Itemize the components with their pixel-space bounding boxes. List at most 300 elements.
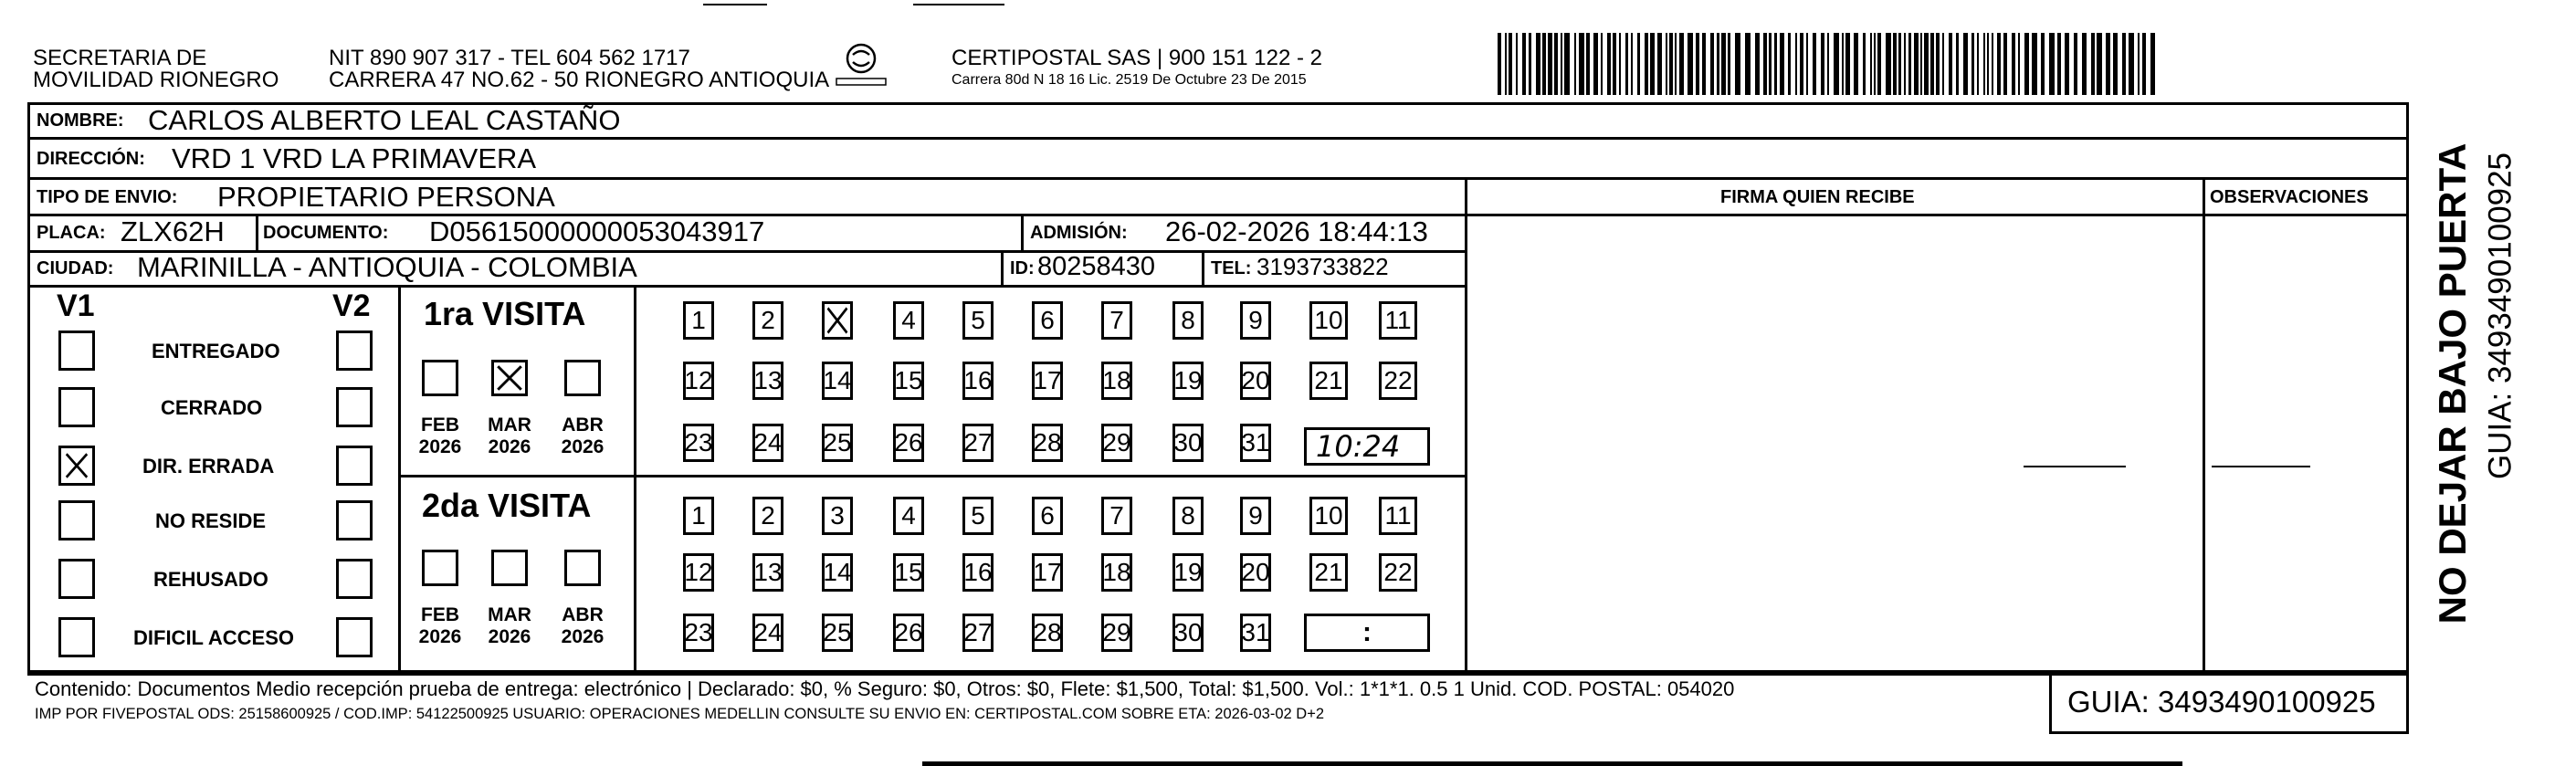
barcode-bar	[2082, 33, 2087, 95]
day-number: 19	[1173, 366, 1203, 394]
day-number: 4	[901, 501, 916, 530]
first-visit-day-29[interactable]	[1101, 424, 1132, 462]
day-number: 30	[1173, 428, 1203, 456]
barcode-bar	[1516, 33, 1518, 95]
day-number: 21	[1314, 558, 1343, 586]
barcode-bar	[1863, 33, 1866, 95]
day-number: 29	[1102, 428, 1131, 456]
barcode-bar	[1721, 33, 1726, 95]
barcode-bar	[1542, 33, 1546, 95]
month-year: 2026	[418, 436, 462, 458]
barcode-bar	[1914, 33, 1919, 95]
barcode-bar	[1554, 33, 1558, 95]
day-number: 7	[1109, 306, 1124, 334]
month-label	[555, 604, 610, 648]
nit-line: NIT 890 907 317 - TEL 604 562 1717	[329, 46, 690, 70]
month-label	[482, 414, 537, 458]
first-visit-day-9[interactable]	[1240, 301, 1271, 340]
day-number: 30	[1173, 618, 1203, 646]
v2-checkbox[interactable]	[336, 500, 373, 540]
x-mark-icon	[825, 304, 850, 337]
second-visit-day-17[interactable]	[1032, 553, 1063, 592]
barcode-bar	[1735, 33, 1740, 95]
barcode-bar	[1992, 33, 1993, 95]
first-visit-day-23[interactable]	[683, 424, 714, 462]
barcode-bar	[1505, 33, 1507, 95]
day-number: 9	[1248, 306, 1263, 334]
day-number: 25	[823, 428, 852, 456]
month-year: 2026	[488, 436, 531, 458]
barcode-bar	[1821, 33, 1824, 95]
barcode-bar	[2049, 33, 2055, 95]
first-visit-day-12[interactable]	[683, 362, 714, 400]
second-visit-day-13[interactable]	[752, 553, 783, 592]
day-number: 23	[684, 618, 713, 646]
month-label	[482, 604, 537, 648]
day-number: 26	[894, 428, 923, 456]
day-number: 24	[753, 618, 783, 646]
barcode-bar	[1788, 33, 1791, 95]
day-number: 6	[1040, 306, 1055, 334]
day-number: 20	[1241, 366, 1270, 394]
barcode-bar	[1769, 33, 1772, 95]
second-visit-day-4[interactable]	[893, 497, 924, 535]
second-visit-day-15[interactable]	[893, 553, 924, 592]
barcode-bar	[1593, 33, 1598, 95]
delivery-state-label: ENTREGADO	[152, 340, 280, 362]
second-visit-day-16[interactable]	[962, 553, 994, 592]
barcode-bar	[2003, 33, 2007, 95]
barcode-bar	[1688, 33, 1693, 95]
barcode-bar	[1963, 33, 1968, 95]
first-visit-time-box[interactable]	[1304, 427, 1430, 466]
row-divider	[27, 137, 2409, 140]
month-label	[413, 414, 468, 458]
observations-column-border	[2203, 177, 2205, 670]
barcode-bar	[2142, 33, 2146, 95]
barcode-bar	[1774, 33, 1777, 95]
second-visit-day-10[interactable]	[1309, 497, 1348, 535]
barcode-bar	[1529, 33, 1531, 95]
x-mark-icon	[494, 362, 525, 393]
month-name: ABR	[562, 414, 604, 435]
day-number: 16	[963, 366, 993, 394]
second-visit-day-31[interactable]	[1240, 614, 1271, 652]
barcode-bar	[1586, 33, 1590, 95]
second-visit-day-6[interactable]	[1032, 497, 1063, 535]
cell-divider	[1001, 250, 1004, 285]
barcode-bar	[1536, 33, 1540, 95]
x-mark-icon	[63, 450, 90, 481]
document-value: D05615000000053043917	[429, 215, 765, 247]
v1-checkbox[interactable]	[58, 331, 95, 371]
first-visit-day-13[interactable]	[752, 362, 783, 400]
month-checkbox-mar[interactable]	[491, 550, 528, 586]
barcode-bar	[1657, 33, 1662, 95]
barcode-bar	[1728, 33, 1730, 95]
delivery-state-label: REHUSADO	[153, 568, 268, 591]
month-checkbox-abr[interactable]	[564, 360, 601, 396]
second-visit-day-19[interactable]	[1172, 553, 1204, 592]
delivery-state-label: DIR. ERRADA	[142, 455, 275, 477]
month-year: 2026	[561, 436, 605, 458]
v1-header: V1	[57, 289, 95, 323]
second-visit-day-29[interactable]	[1101, 614, 1132, 652]
name-value: CARLOS ALBERTO LEAL CASTAÑO	[148, 104, 621, 136]
day-number: 5	[971, 501, 985, 530]
month-name: ABR	[562, 604, 604, 625]
name-label: NOMBRE:	[37, 110, 124, 131]
barcode-bar	[2032, 33, 2037, 95]
first-visit-day-28[interactable]	[1032, 424, 1063, 462]
second-visit-day-20[interactable]	[1240, 553, 1271, 592]
barcode-bar	[1930, 33, 1934, 95]
v1-checkbox[interactable]	[58, 500, 95, 540]
row-divider	[1465, 214, 2409, 216]
barcode-bar	[2041, 33, 2045, 95]
day-number: 10	[1314, 306, 1343, 334]
barcode-bar	[1645, 33, 1648, 95]
cell-divider	[1021, 214, 1024, 250]
first-visit-day-11[interactable]	[1379, 301, 1417, 340]
scan-mark	[703, 4, 767, 5]
barcode-bar	[1942, 33, 1944, 95]
barcode-bar	[1637, 33, 1640, 95]
day-number: 8	[1181, 306, 1195, 334]
barcode-bar	[1498, 33, 1501, 95]
barcode-bar	[1904, 33, 1906, 95]
day-number: 22	[1383, 366, 1413, 394]
first-visit-day-30[interactable]	[1172, 424, 1204, 462]
barcode-bar	[1574, 33, 1576, 95]
first-visit-day-5[interactable]	[962, 301, 994, 340]
v2-checkbox[interactable]	[336, 387, 373, 427]
second-visit-day-3[interactable]	[822, 497, 853, 535]
barcode-bar	[1579, 33, 1584, 95]
barcode-bar	[1956, 33, 1959, 95]
barcode-bar	[1854, 33, 1858, 95]
month-checkbox-feb[interactable]	[422, 550, 458, 586]
day-number: 4	[901, 306, 916, 334]
day-number: 13	[753, 558, 783, 586]
first-visit-day-10[interactable]	[1309, 301, 1348, 340]
first-visit-day-2[interactable]	[752, 301, 783, 340]
barcode-bar	[2150, 33, 2155, 95]
day-number: 29	[1102, 618, 1131, 646]
tel-label: TEL:	[1211, 258, 1252, 278]
day-number: 28	[1033, 428, 1062, 456]
first-visit-day-16[interactable]	[962, 362, 994, 400]
signature-header: FIRMA QUIEN RECIBE	[1720, 187, 1915, 207]
day-number: 18	[1102, 366, 1131, 394]
observations-header: OBSERVACIONES	[2210, 187, 2369, 207]
barcode-bar	[1920, 33, 1922, 95]
signature-column-border	[1465, 177, 1467, 670]
carrier-line1: CERTIPOSTAL SAS | 900 151 122 - 2	[952, 46, 1322, 70]
v1-checkbox[interactable]	[58, 446, 95, 486]
day-number: 5	[971, 306, 985, 334]
barcode-bar	[1710, 33, 1714, 95]
barcode-bar	[1842, 33, 1844, 95]
day-number: 16	[963, 558, 993, 586]
second-visit-day-12[interactable]	[683, 553, 714, 592]
first-visit-day-24[interactable]	[752, 424, 783, 462]
barcode-bar	[1717, 33, 1719, 95]
second-visit-day-2[interactable]	[752, 497, 783, 535]
day-number: 22	[1383, 558, 1413, 586]
delivery-state-label: DIFICIL ACCESO	[133, 626, 295, 649]
first-visit-day-27[interactable]	[962, 424, 994, 462]
barcode-bar	[2113, 33, 2118, 95]
barcode-bar	[2138, 33, 2140, 95]
barcode-bar	[1877, 33, 1881, 95]
day-number: 23	[684, 428, 713, 456]
first-visit-day-31[interactable]	[1240, 424, 1271, 462]
certipostal-logo-icon	[835, 38, 888, 91]
second-visit-day-27[interactable]	[962, 614, 994, 652]
first-visit-day-6[interactable]	[1032, 301, 1063, 340]
address-label: DIRECCIÓN:	[37, 149, 145, 169]
second-visit-day-1[interactable]	[683, 497, 714, 535]
second-visit-day-11[interactable]	[1379, 497, 1417, 535]
carrier-line2: Carrera 80d N 18 16 Lic. 2519 De Octubre 23 De 2015	[952, 72, 1307, 88]
barcode-bar	[1886, 33, 1891, 95]
barcode-bar	[1619, 33, 1621, 95]
visits-divider	[398, 475, 1465, 477]
barcode-bar	[2122, 33, 2126, 95]
first-visit-day-21[interactable]	[1309, 362, 1348, 400]
barcode-bar	[1971, 33, 1974, 95]
day-number: 20	[1241, 558, 1270, 586]
first-visit-day-18[interactable]	[1101, 362, 1132, 400]
second-visit-title: 2da VISITA	[422, 487, 592, 524]
barcode-bar	[1607, 33, 1611, 95]
second-visit-day-9[interactable]	[1240, 497, 1271, 535]
second-visit-day-14[interactable]	[822, 553, 853, 592]
scan-mark	[922, 761, 2182, 766]
first-visit-day-22[interactable]	[1379, 362, 1417, 400]
day-number: 27	[963, 428, 993, 456]
month-year: 2026	[418, 626, 462, 648]
cell-divider	[256, 214, 258, 250]
second-visit-time-box[interactable]	[1304, 614, 1430, 652]
day-number: 7	[1109, 501, 1124, 530]
second-visit-day-5[interactable]	[962, 497, 994, 535]
barcode-bar	[1977, 33, 1979, 95]
barcode-bar	[1795, 33, 1797, 95]
month-name: MAR	[488, 604, 531, 625]
first-visit-day-20[interactable]	[1240, 362, 1271, 400]
second-visit-day-25[interactable]	[822, 614, 853, 652]
day-number: 28	[1033, 618, 1062, 646]
first-visit-day-4[interactable]	[893, 301, 924, 340]
barcode-bar	[1874, 33, 1876, 95]
first-visit-day-17[interactable]	[1032, 362, 1063, 400]
barcode-bar	[1745, 33, 1751, 95]
first-visit-title: 1ra VISITA	[424, 295, 586, 332]
barcode-bar	[1564, 33, 1570, 95]
plate-label: PLACA:	[37, 223, 106, 243]
first-visit-day-14[interactable]	[822, 362, 853, 400]
signature-line	[2024, 466, 2126, 467]
barcode-bar	[1601, 33, 1603, 95]
barcode-bar	[2106, 33, 2110, 95]
day-number: 3	[830, 501, 845, 530]
day-number: 10	[1314, 501, 1343, 530]
second-visit-day-18[interactable]	[1101, 553, 1132, 592]
barcode-bar	[1780, 33, 1784, 95]
month-year: 2026	[488, 626, 531, 648]
day-number: 15	[894, 366, 923, 394]
barcode-bar	[2129, 33, 2134, 95]
first-visit-day-3[interactable]	[822, 301, 853, 340]
visits-divider	[398, 285, 401, 670]
barcode-bar	[1702, 33, 1706, 95]
month-checkbox-abr[interactable]	[564, 550, 601, 586]
day-number: 27	[963, 618, 993, 646]
barcode-bar	[1650, 33, 1655, 95]
visits-divider	[634, 285, 636, 670]
day-number: 15	[894, 558, 923, 586]
barcode-bar	[1613, 33, 1616, 95]
barcode-bar	[1631, 33, 1633, 95]
day-number: 31	[1241, 618, 1270, 646]
barcode-bar	[1509, 33, 1512, 95]
barcode-bar	[2012, 33, 2015, 95]
second-visit-day-22[interactable]	[1379, 553, 1417, 592]
first-visit-day-1[interactable]	[683, 301, 714, 340]
address-line: CARRERA 47 NO.62 - 50 RIONEGRO ANTIOQUIA	[329, 68, 830, 92]
type-value: PROPIETARIO PERSONA	[217, 181, 555, 213]
day-number: 17	[1033, 558, 1062, 586]
month-name: FEB	[421, 414, 459, 435]
first-visit-day-8[interactable]	[1172, 301, 1204, 340]
v2-checkbox[interactable]	[336, 446, 373, 486]
first-visit-day-26[interactable]	[893, 424, 924, 462]
barcode-bar	[2057, 33, 2061, 95]
side-warning: NO DEJAR BAJO PUERTA	[2431, 142, 2474, 624]
v1-checkbox[interactable]	[58, 559, 95, 599]
barcode-bar	[1696, 33, 1699, 95]
second-visit-day-30[interactable]	[1172, 614, 1204, 652]
barcode-bar	[1908, 33, 1911, 95]
barcode-bar	[1625, 33, 1628, 95]
day-number: 31	[1241, 428, 1270, 456]
barcode-bar	[2024, 33, 2029, 95]
barcode-bar	[1561, 33, 1562, 95]
sender-line1: SECRETARIA DE	[33, 46, 207, 70]
barcode-bar	[1806, 33, 1808, 95]
second-visit-time: :	[1362, 617, 1372, 647]
delivery-state-label: CERRADO	[161, 396, 263, 419]
v2-checkbox[interactable]	[336, 331, 373, 371]
delivery-state-label: NO RESIDE	[155, 509, 267, 532]
plate-value: ZLX62H	[121, 215, 225, 247]
day-number: 19	[1173, 558, 1203, 586]
v1-checkbox[interactable]	[58, 387, 95, 427]
type-label: TIPO DE ENVIO:	[37, 187, 178, 207]
barcode-bar	[2097, 33, 2102, 95]
barcode-bar	[2074, 33, 2077, 95]
first-visit-day-15[interactable]	[893, 362, 924, 400]
barcode-bar	[1669, 33, 1673, 95]
barcode-bar	[1755, 33, 1760, 95]
second-visit-day-8[interactable]	[1172, 497, 1204, 535]
tel-value: 3193733822	[1256, 253, 1389, 280]
barcode-bar	[1834, 33, 1839, 95]
v1-checkbox[interactable]	[58, 617, 95, 657]
day-number: 1	[691, 306, 706, 334]
barcode-bar	[2065, 33, 2069, 95]
day-number: 12	[684, 558, 713, 586]
v2-header: V2	[332, 289, 371, 323]
side-guia: GUIA: 3493490100925	[2482, 152, 2518, 480]
v2-checkbox[interactable]	[336, 617, 373, 657]
second-visit-day-21[interactable]	[1309, 553, 1348, 592]
first-visit-day-25[interactable]	[822, 424, 853, 462]
address-value: VRD 1 VRD LA PRIMAVERA	[172, 142, 537, 174]
scan-mark	[913, 4, 1004, 5]
day-number: 25	[823, 618, 852, 646]
day-number: 6	[1040, 501, 1055, 530]
month-name: FEB	[421, 604, 459, 625]
second-visit-day-23[interactable]	[683, 614, 714, 652]
barcode-bar	[1666, 33, 1667, 95]
barcode-bar	[1679, 33, 1684, 95]
second-visit-day-26[interactable]	[893, 614, 924, 652]
first-visit-time: 10:24	[1316, 429, 1401, 464]
barcode-bar	[1924, 33, 1929, 95]
barcode-bar	[1987, 33, 1989, 95]
first-visit-day-7[interactable]	[1101, 301, 1132, 340]
day-number: 12	[684, 366, 713, 394]
day-number: 14	[823, 558, 852, 586]
footer-guia: GUIA: 3493490100925	[2067, 685, 2376, 719]
day-number: 9	[1248, 501, 1263, 530]
month-label	[555, 414, 610, 458]
barcode-bar	[1949, 33, 1952, 95]
barcode-bar	[1845, 33, 1850, 95]
day-number: 24	[753, 428, 783, 456]
month-label	[413, 604, 468, 648]
month-checkbox-mar[interactable]	[491, 360, 528, 396]
city-value: MARINILLA - ANTIOQUIA - COLOMBIA	[137, 251, 637, 283]
barcode-bar	[1813, 33, 1816, 95]
day-number: 26	[894, 618, 923, 646]
sender-line2: MOVILIDAD RIONEGRO	[33, 68, 279, 92]
barcode-bar	[1800, 33, 1803, 95]
day-number: 13	[753, 366, 783, 394]
day-number: 17	[1033, 366, 1062, 394]
second-visit-day-7[interactable]	[1101, 497, 1132, 535]
barcode-bar	[1522, 33, 1526, 95]
cell-divider	[1202, 250, 1204, 285]
barcode-bar	[2018, 33, 2020, 95]
footer-contents: Contenido: Documentos Medio recepción prueba de entrega: electrónico | Declarado: $0, % Seguro: $0, Otros: $0, Flete: $1,500, Total: $1,500. Vol.: 1*1*1. 0.5 1 Unid. COD. POSTAL: 054020	[35, 677, 1735, 700]
first-visit-day-19[interactable]	[1172, 362, 1204, 400]
second-visit-day-24[interactable]	[752, 614, 783, 652]
month-checkbox-feb[interactable]	[422, 360, 458, 396]
month-name: MAR	[488, 414, 531, 435]
day-number: 18	[1102, 558, 1131, 586]
day-number: 11	[1384, 501, 1412, 530]
v2-checkbox[interactable]	[336, 559, 373, 599]
second-visit-day-28[interactable]	[1032, 614, 1063, 652]
row-divider	[27, 285, 1465, 288]
barcode-bar	[1936, 33, 1940, 95]
month-year: 2026	[561, 626, 605, 648]
day-number: 8	[1181, 501, 1195, 530]
